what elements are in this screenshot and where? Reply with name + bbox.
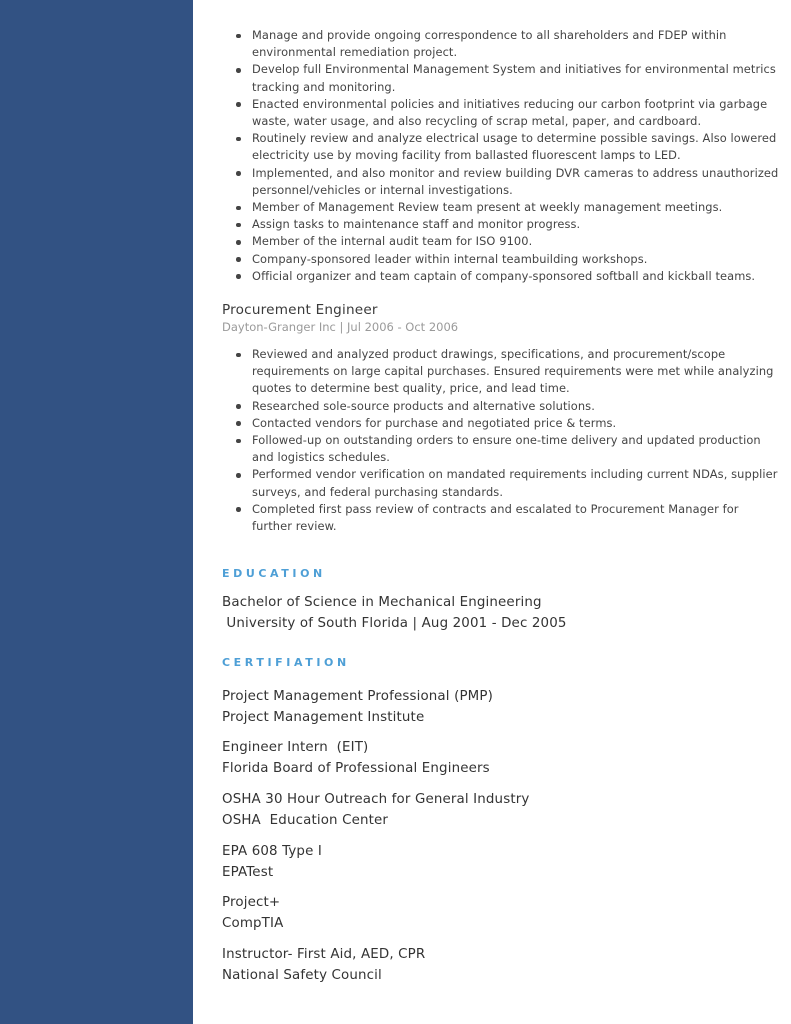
education-entry (222, 593, 567, 634)
sidebar-panel (0, 0, 193, 1024)
certification-entry (222, 738, 490, 779)
job-company-dates: Dayton-Granger Inc | Jul 2006 - Oct 2006 (222, 320, 459, 334)
degree-name: Bachelor of Science in Mechanical Engineering (222, 595, 542, 610)
certification-entry (222, 687, 493, 728)
list-item: Develop full Environmental Management System and initiatives for environmental metrics tracking and monitoring. (222, 61, 782, 95)
experience-bullet-list (222, 27, 782, 285)
job-bullet-list (222, 346, 782, 535)
list-item: Routinely review and analyze electrical usage to determine possible savings. Also lowered electricity use by moving facility from ballasted fluorescent lamps to LED. (222, 130, 782, 164)
certification-issuer: Florida Board of Professional Engineers (222, 760, 490, 776)
certification-issuer: EPATest (222, 864, 274, 880)
list-item: Contacted vendors for purchase and negotiated price & terms. (222, 415, 782, 432)
list-item: Researched sole-source products and alternative solutions. (222, 398, 782, 415)
certification-entry (222, 893, 283, 934)
list-item: Completed first pass review of contracts and escalated to Procurement Manager for further review. (222, 501, 782, 535)
list-item: Company-sponsored leader within internal teambuilding workshops. (222, 251, 782, 268)
certification-issuer: CompTIA (222, 915, 284, 931)
list-item: Assign tasks to maintenance staff and monitor progress. (222, 216, 782, 233)
certification-heading: CERTIFIATION (222, 656, 350, 669)
list-item: Reviewed and analyzed product drawings, specifications, and procurement/scope requirements on large capital purchases. Ensured requirements were met while analyzing quotes to determine best quality, price, and lead time. (222, 346, 782, 398)
certification-entry (222, 945, 425, 986)
school-name: University of South Florida | Aug 2001 - Dec 2005 (222, 615, 567, 631)
certification-name: Project Management Professional (PMP) (222, 689, 493, 704)
certification-issuer: OSHA Education Center (222, 812, 389, 828)
list-item: Member of the internal audit team for ISO 9100. (222, 233, 782, 250)
certification-name: EPA 608 Type I (222, 844, 322, 859)
job-title: Procurement Engineer (222, 302, 378, 318)
list-item: Manage and provide ongoing correspondence to all shareholders and FDEP within environmental remediation project. (222, 27, 782, 61)
list-item: Member of Management Review team present at weekly management meetings. (222, 199, 782, 216)
list-item: Implemented, and also monitor and review building DVR cameras to address unauthorized personnel/vehicles or internal investigations. (222, 165, 782, 199)
certification-entry (222, 790, 529, 831)
certification-name: Project+ (222, 895, 281, 910)
certification-name: OSHA 30 Hour Outreach for General Industry (222, 792, 530, 807)
certification-issuer: Project Management Institute (222, 709, 425, 725)
list-item: Performed vendor verification on mandated requirements including current NDAs, supplier surveys, and federal purchasing standards. (222, 466, 782, 500)
education-heading: EDUCATION (222, 567, 326, 580)
certification-entry (222, 842, 322, 883)
certification-name: Instructor- First Aid, AED, CPR (222, 947, 426, 962)
certification-issuer: National Safety Council (222, 967, 382, 983)
list-item: Official organizer and team captain of company-sponsored softball and kickball teams. (222, 268, 782, 285)
list-item: Enacted environmental policies and initiatives reducing our carbon footprint via garbage waste, water usage, and also recycling of scrap metal, paper, and cardboard. (222, 96, 782, 130)
certification-name: Engineer Intern (EIT) (222, 740, 369, 755)
list-item: Followed-up on outstanding orders to ensure one-time delivery and updated production and logistics schedules. (222, 432, 782, 466)
